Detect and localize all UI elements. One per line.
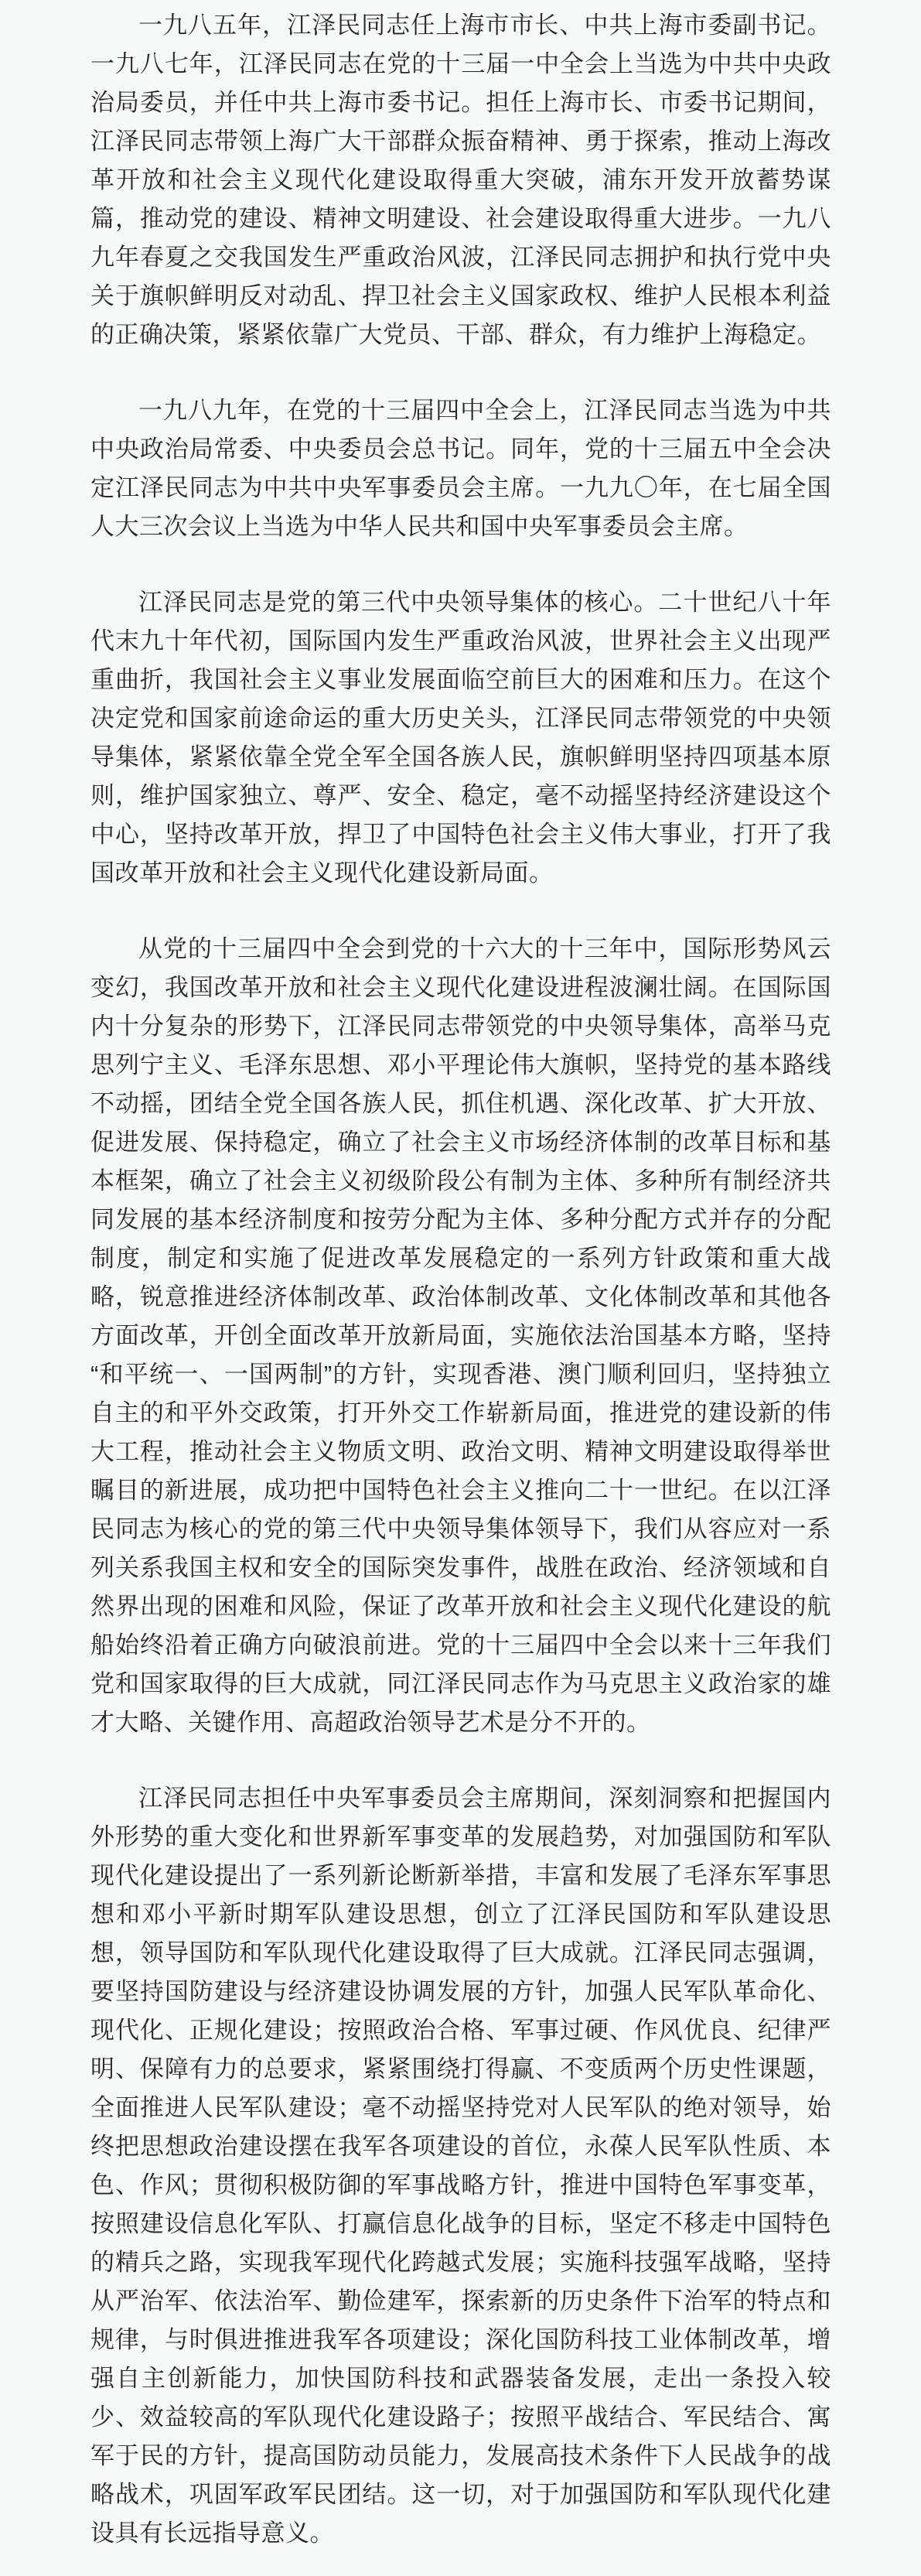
- paragraph-1989-elections: 一九八九年，在党的十三届四中全会上，江泽民同志当选为中共中央政治局常委、中央委员会总书记。同年，党的十三届五中全会决定江泽民同志为中共中央军事委员会主席。一九九〇年，在七届全国人大三次会议上当选为中华人民共和国中央军事委员会主席。: [90, 397, 831, 540]
- paragraph-military-commission-chairman: 江泽民同志担任中央军事委员会主席期间，深刻洞察和把握国内外形势的重大变化和世界新军事变革的发展趋势，对加强国防和军队现代化建设提出了一系列新论断新举措，丰富和发展了毛泽东军事思想和邓小平新时期军队建设思想，创立了江泽民国防和军队建设思想，领导国防和军队现代化建设取得了巨大成就。江泽民同志强调，要坚持国防建设与经济建设协调发展的方针，加强人民军队革命化、现代化、正规化建设；按照政治合格、军事过硬、作风优良、纪律严明、保障有力的总要求，紧紧围绕打得赢、不变质两个历史性课题，全面推进人民军队建设；毫不动摇坚持党对人民军队的绝对领导，始终把思想政治建设摆在我军各项建设的首位，永葆人民军队性质、本色、作风；贯彻积极防御的军事战略方针，推进中国特色军事变革，按照建设信息化军队、打赢信息化战争的目标，坚定不移走中国特色的精兵之路，实现我军现代化跨越式发展；实施科技强军战略，坚持从严治军、依法治军、勤俭建军，探索新的历史条件下治军的特点和规律，与时俱进推进我军各项建设；深化国防科技工业体制改革，增强自主创新能力，加快国防科技和武器装备发展，走出一条投入较少、效益较高的军队现代化建设路子；按照平战结合、军民结合、寓军于民的方针，提高国防动员能力，发展高技术条件下人民战争的战略战术，巩固军政军民团结。这一切，对于加强国防和军队现代化建设具有长远指导意义。: [90, 1785, 831, 2547]
- paragraph-shanghai-career: 一九八五年，江泽民同志任上海市市长、中共上海市委副书记。一九八七年，江泽民同志在党的十三届一中全会上当选为中共中央政治局委员，并任中共上海市委书记。担任上海市长、市委书记期间，江泽民同志带领上海广大干部群众振奋精神、勇于探索，推动上海改革开放和社会主义现代化建设取得重大突破，浦东开发开放蓄势谋篇，推动党的建设、精神文明建设、社会建设取得重大进步。一九八九年春夏之交我国发生严重政治风波，江泽民同志拥护和执行党中央关于旗帜鲜明反对动乱、捍卫社会主义国家政权、维护人民根本利益的正确决策，紧紧依靠广大党员、干部、群众，有力维护上海稳定。: [90, 12, 831, 348]
- paragraph-third-generation-core: 江泽民同志是党的第三代中央领导集体的核心。二十世纪八十年代末九十年代初，国际国内发生严重政治风波，世界社会主义出现严重曲折，我国社会主义事业发展面临空前巨大的困难和压力。在这个决定党和国家前途命运的重大历史关头，江泽民同志带领党的中央领导集体，紧紧依靠全党全军全国各族人民，旗帜鲜明坚持四项基本原则，维护国家独立、尊严、安全、稳定，毫不动摇坚持经济建设这个中心，坚持改革开放，捍卫了中国特色社会主义伟大事业，打开了我国改革开放和社会主义现代化建设新局面。: [90, 589, 831, 887]
- paragraph-thirteen-years-achievements: 从党的十三届四中全会到党的十六大的十三年中，国际形势风云变幻，我国改革开放和社会主义现代化建设进程波澜壮阔。在国际国内十分复杂的形势下，江泽民同志带领党的中央领导集体，高举马克思列宁主义、毛泽东思想、邓小平理论伟大旗帜，坚持党的基本路线不动摇，团结全党全国各族人民，抓住机遇、深化改革、扩大开放、促进发展、保持稳定，确立了社会主义市场经济体制的改革目标和基本框架，确立了社会主义初级阶段公有制为主体、多种所有制经济共同发展的基本经济制度和按劳分配为主体、多种分配方式并存的分配制度，制定和实施了促进改革发展稳定的一系列方针政策和重大战略，锐意推进经济体制改革、政治体制改革、文化体制改革和其他各方面改革，开创全面改革开放新局面，实施依法治国基本方略，坚持“和平统一、一国两制”的方针，实现香港、澳门顺利回归，坚持独立自主的和平外交政策，打开外交工作崭新局面，推进党的建设新的伟大工程，推动社会主义物质文明、政治文明、精神文明建设取得举世瞩目的新进展，成功把中国特色社会主义推向二十一世纪。在以江泽民同志为核心的党的第三代中央领导集体领导下，我们从容应对一系列关系我国主权和安全的国际突发事件，战胜在政治、经济领域和自然界出现的困难和风险，保证了改革开放和社会主义现代化建设的航船始终沿着正确方向破浪前进。党的十三届四中全会以来十三年我们党和国家取得的巨大成就，同江泽民同志作为马克思主义政治家的雄才大略、关键作用、高超政治领导艺术是分不开的。: [90, 935, 831, 1736]
